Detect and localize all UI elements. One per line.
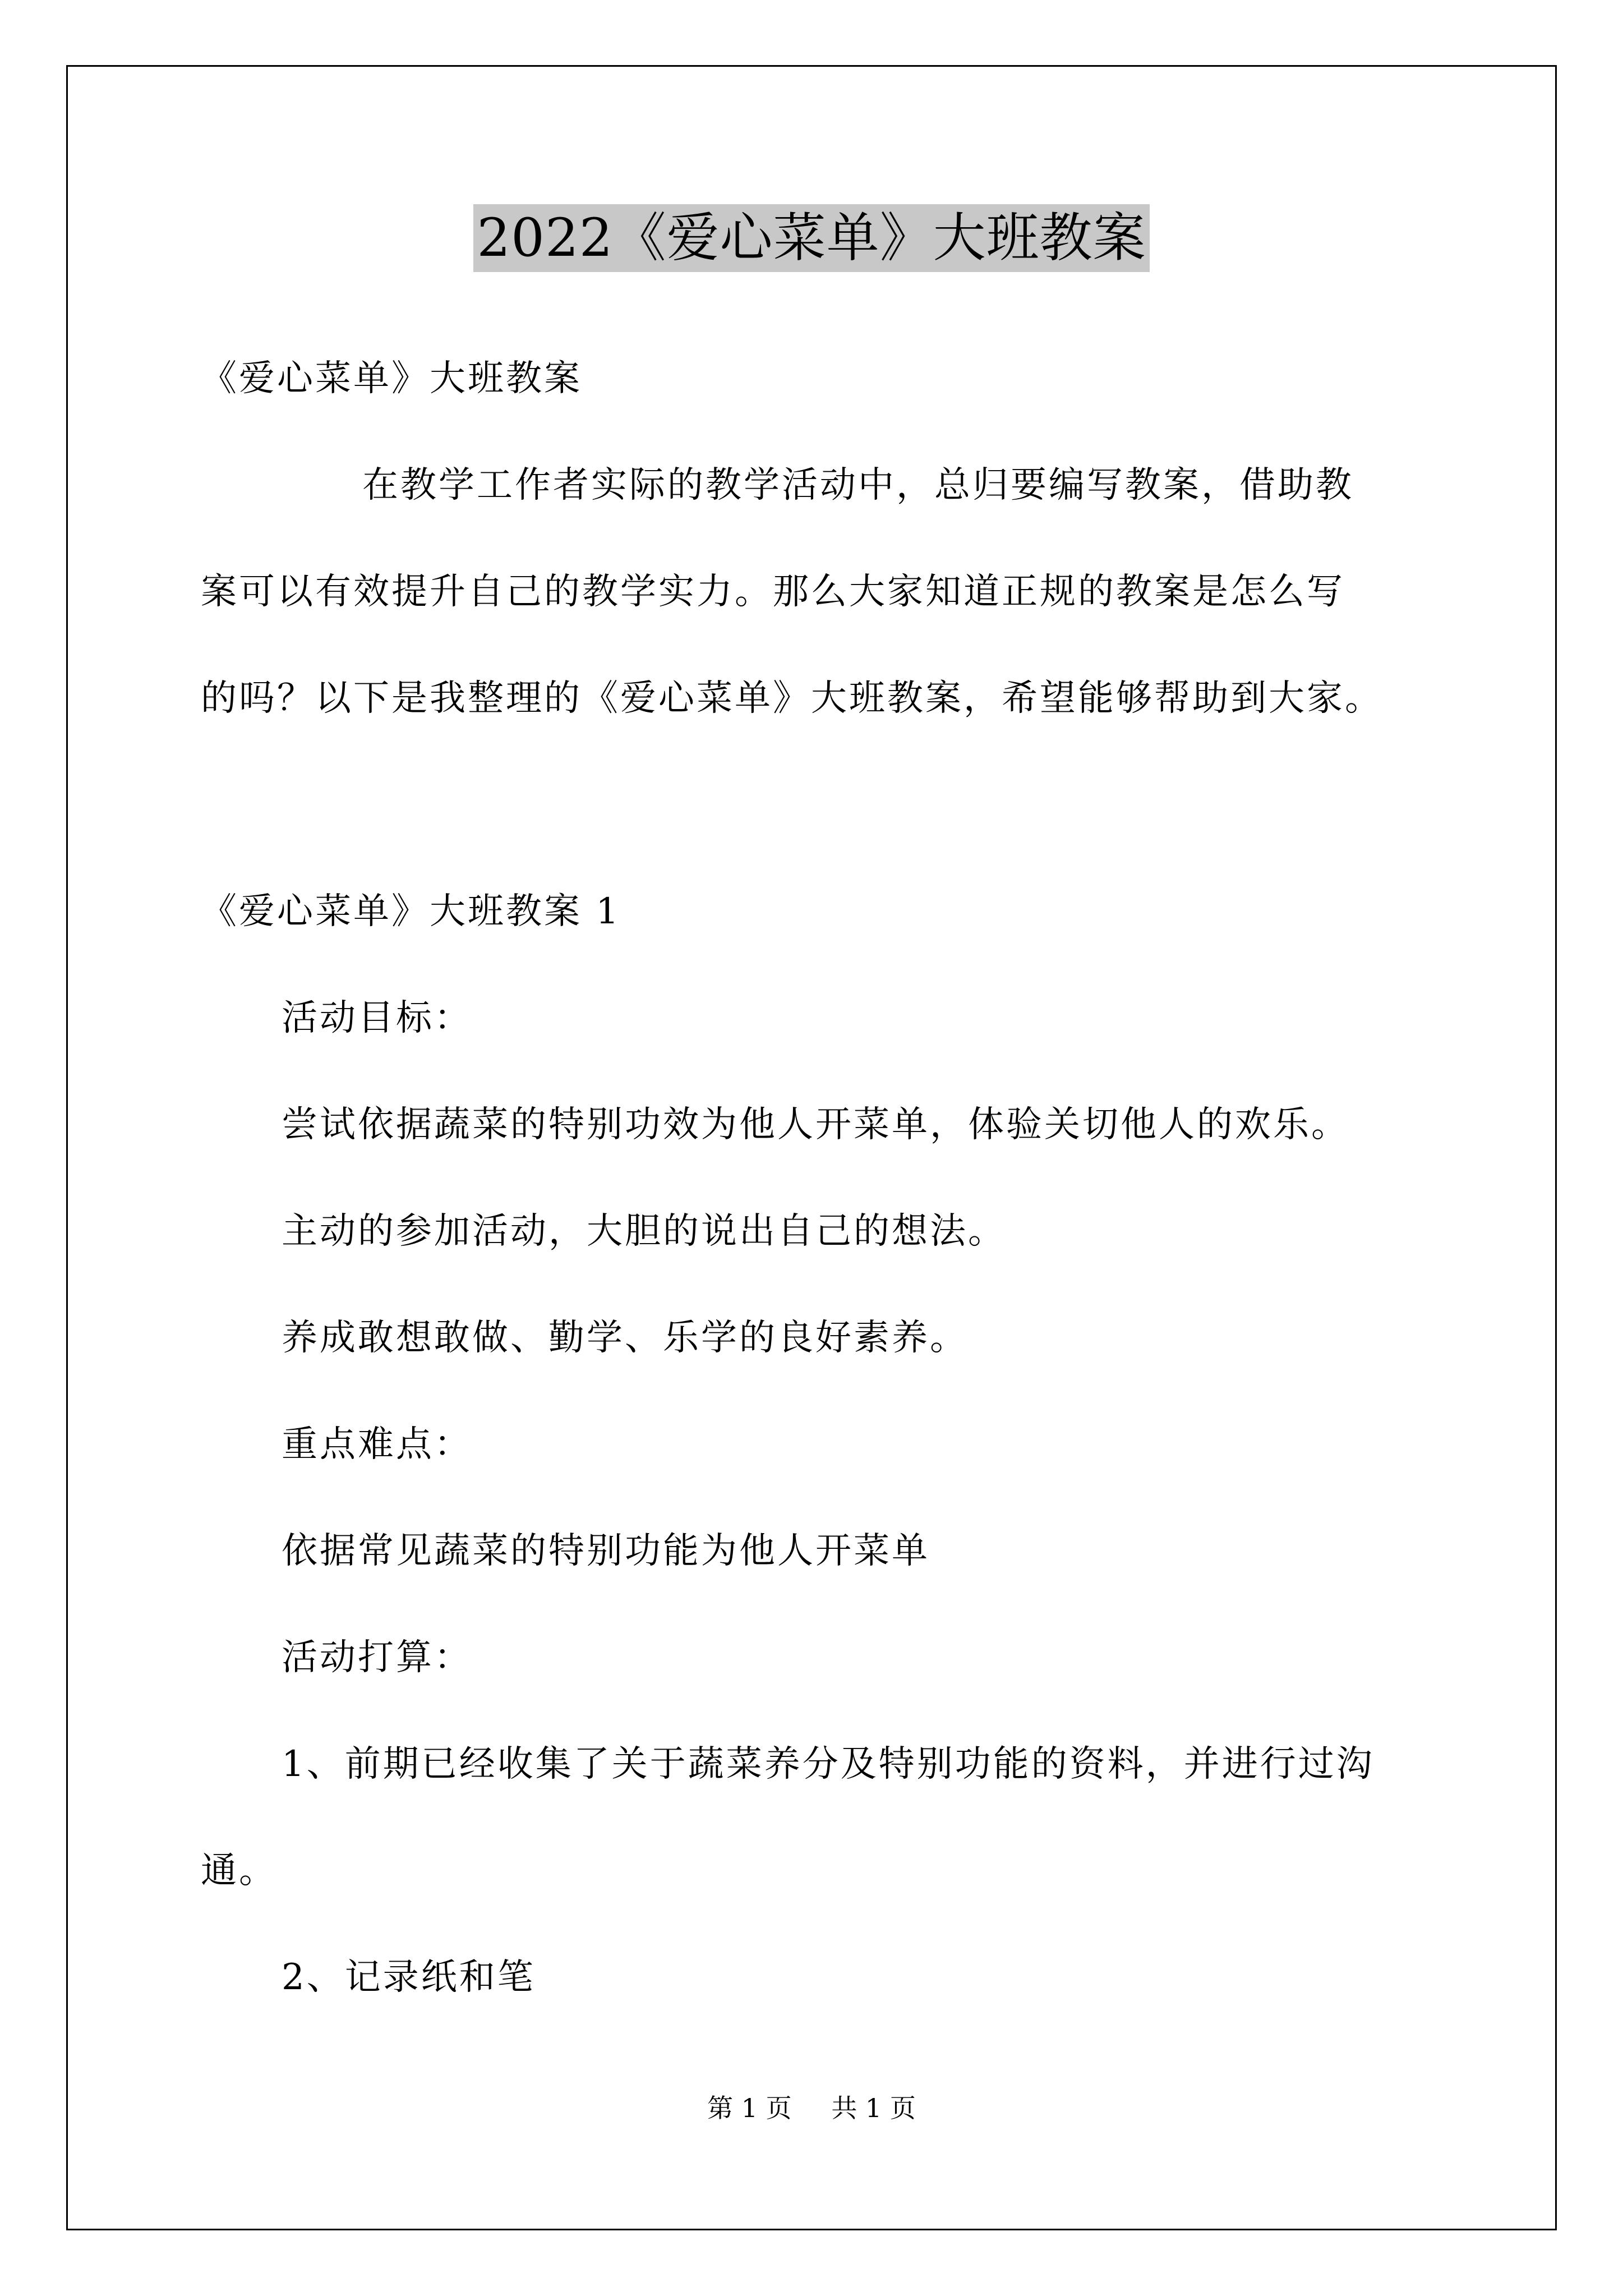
prep-item-2: 2、记录纸和笔 (282, 1957, 536, 1998)
document-subtitle: 《爱心菜单》大班教案 (201, 358, 582, 399)
goals-label: 活动目标： (282, 997, 472, 1039)
page-footer (0, 2091, 1623, 2125)
page-number: 第 1 页 (707, 2093, 792, 2123)
key-points-label: 重点难点： (282, 1424, 472, 1465)
intro-line-3: 的吗？以下是我整理的《爱心菜单》大班教案，希望能够帮助到大家。 (201, 678, 1383, 719)
key-points-text: 依据常见蔬菜的特别功能为他人开菜单 (282, 1530, 930, 1572)
page-total: 共 1 页 (831, 2093, 916, 2123)
goal-item-3: 养成敢想敢做、勤学、乐学的良好素养。 (282, 1317, 968, 1359)
document-title-text: 2022《爱心菜单》大班教案 (473, 204, 1149, 272)
section-heading: 《爱心菜单》大班教案 1 (201, 891, 621, 932)
prep-label: 活动打算： (282, 1637, 472, 1678)
intro-line-2: 案可以有效提升自己的教学实力。那么大家知道正规的教案是怎么写 (201, 571, 1345, 613)
prep-item-1-line-1: 1、前期已经收集了关于蔬菜养分及特别功能的资料，并进行过沟 (282, 1743, 1375, 1785)
goal-item-1: 尝试依据蔬菜的特别功效为他人开菜单，体验关切他人的欢乐。 (282, 1104, 1349, 1145)
intro-line-1: 在教学工作者实际的教学活动中，总归要编写教案，借助教 (362, 464, 1354, 506)
document-title (0, 202, 1623, 275)
goal-item-2: 主动的参加活动，大胆的说出自己的想法。 (282, 1211, 1006, 1252)
prep-item-1-line-2: 通。 (201, 1850, 277, 1892)
